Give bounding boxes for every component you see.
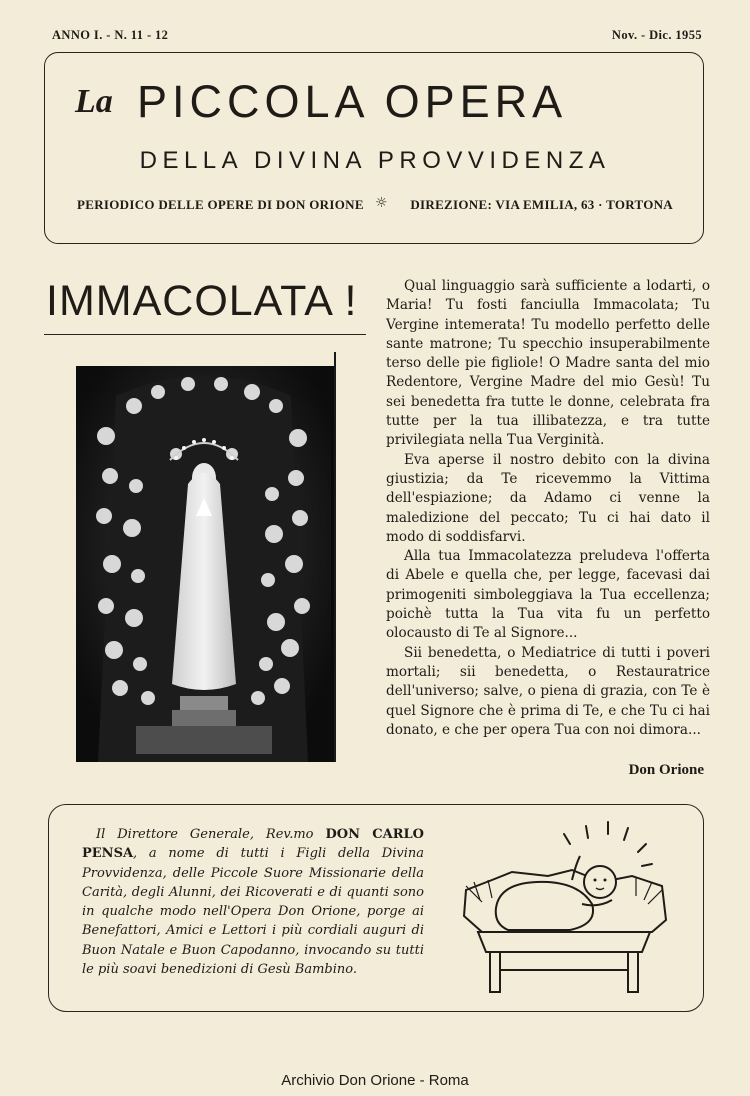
greeting-paragraph <box>82 825 424 979</box>
archive-caption: Archivio Don Orione - Roma <box>281 1072 469 1089</box>
issue-date: Nov. - Dic. 1955 <box>611 28 702 42</box>
article-heading: IMMACOLATA ! <box>46 277 358 325</box>
periodical-label: PERIODICO DELLE OPERE DI DON ORIONE <box>77 197 364 212</box>
masthead-la: La <box>75 83 113 120</box>
article-signature: Don Orione <box>628 762 704 778</box>
article-paragraph: Alla tua Immacolatezza preludeva l'offerta di Abele e quella che, per legge, facevasi dai primogeniti simboleggiava la Tua eccellenza; poichè tutta la Tua vita fu un perfetto olocausto di Te al Signore... <box>386 548 710 642</box>
article-paragraph: Eva aperse il nostro debito con la divina giustizia; da Te ricevemmo la Vittima dell'espiazione; da Adamo ci venne la maledizione del peccato; Tu ci hai dato il modo di soddisfarvi. <box>386 451 710 545</box>
madonna-photo <box>76 366 334 762</box>
madonna-statue-image <box>76 366 331 762</box>
masthead <box>44 52 704 244</box>
masthead-title: PICCOLA OPERA <box>137 76 568 127</box>
separator-icon: ☼ <box>375 195 388 211</box>
issue-header <box>52 28 702 46</box>
baby-jesus-manger-illustration <box>452 820 676 998</box>
article-paragraph: Qual linguaggio sarà sufficiente a lodarti, o Maria! Tu fosti fanciulla Immacolata; Tu Vergine intemerata! Tu modello perfetto delle sante matrone; Tu specchio insuperabilmente terso delle pie figliole! O Madre santa del mio Redentore, Vergine Madre del mio Gesù! Tu sei benedetta fra tutte le donne, celebrata fra tutte per la tua illibatezza, e tra tutte privilegiata nella Tua Verginità. <box>386 278 710 449</box>
greeting-name: DON CARLO PENSA <box>82 827 424 862</box>
heading-rule <box>44 334 366 335</box>
masthead-subtitle: DELLA DIVINA PROVVIDENZA <box>139 147 611 174</box>
article-body <box>386 277 710 740</box>
greeting-rest: , a nome di tutti i Figli della Divina Provvidenza, delle Piccole Suore Missionarie della Carità, degli Alunni, dei Ricoverati e di quanti sono in qualche modo nell'Opera Don Orione, porge ai Benefattori, Amici e Lettori i più cordiali auguri di Buon Natale e Buon Capodanno, invocando su tutti le più soavi benedizioni di Gesù Bambino. <box>82 846 424 978</box>
direction-address: DIREZIONE: VIA EMILIA, 63 · TORTONA <box>410 197 673 212</box>
issue-number: ANNO I. - N. 11 - 12 <box>52 28 169 42</box>
greeting-intro: Il Direttore Generale, Rev.mo <box>96 827 314 842</box>
greeting-text <box>82 825 424 979</box>
photo-shadow <box>334 352 336 762</box>
article-paragraph: Sii benedetta, o Mediatrice di tutti i poveri mortali; sii benedetta, o Restauratrice dell'universo; salve, o piena di grazia, con Te è quel Signore che è prima di Te, e che Tu ci hai donato, e che per opera Tua con noi dimora... <box>386 644 710 738</box>
